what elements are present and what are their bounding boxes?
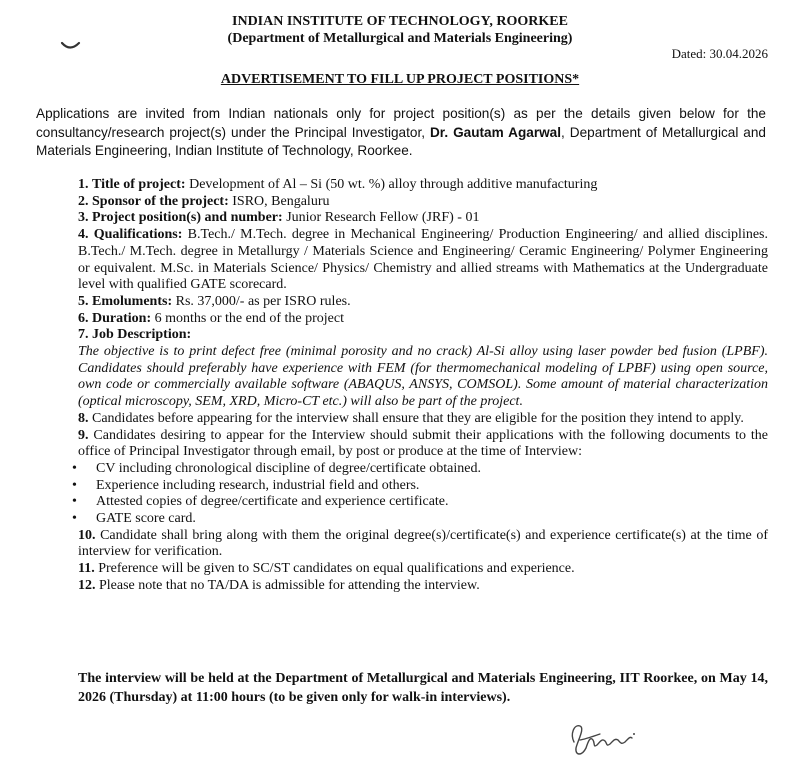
list-item: • Experience including research, industrial field and others. — [72, 478, 768, 495]
date-line: Dated: 30.04.2026 — [671, 46, 768, 61]
item-qualifications: 4. Qualifications: B.Tech./ M.Tech. degree in Mechanical Engineering/ Production Engineering/ and allied disciplines. B.Tech./ M.Tech. degree in Metallurgy / Materials Science and Engineering/ Ceramic Engineering/ Polymer Engineering or equivalent. M.Sc. in Materials Science/ Physics/ Chemistry and allied streams with Mathematics at the Undergraduate level with qualified GATE scorecard. — [78, 227, 768, 293]
intro-text-after: , Department of Metallurgical and Materials Engineering, Indian Institute of Technology, Roorkee. — [36, 124, 766, 158]
details-list — [78, 177, 768, 595]
item-eligibility: 8. Candidates before appearing for the interview shall ensure that they are eligible for the position they intend to apply. — [78, 410, 744, 426]
item-application-documents: 9. Candidates desiring to appear for the Interview should submit their applications with the following documents to the office of Principal Investigator through email, by post or produce at the time of Interview: — [78, 427, 768, 460]
institute-name: INDIAN INSTITUTE OF TECHNOLOGY, ROORKEE — [232, 14, 568, 29]
item-job-description: 7. Job Description: — [78, 327, 192, 343]
advertisement-title: ADVERTISEMENT TO FILL UP PROJECT POSITIONS* — [220, 72, 580, 87]
intro-text-before: Applications are invited from Indian nationals only for project position(s) as per the details given below for the consultancy/research project(s) under the Principal Investigator, — [36, 106, 766, 140]
item-emoluments: 5. Emoluments: Rs. 37,000/- as per ISRO rules. — [78, 293, 351, 309]
department-name: (Department of Metallurgical and Materials Engineering) — [227, 31, 573, 46]
item-position: 3. Project position(s) and number: Junior Research Fellow (JRF) - 01 — [78, 210, 480, 226]
item-title-of-project: 1. Title of project: Development of Al – Si (50 wt. %) alloy through additive manufacturing — [78, 177, 598, 192]
logo-fragment-icon — [60, 40, 82, 54]
list-item: • Attested copies of degree/certificate and experience certificate. — [72, 494, 768, 511]
item-ta-da: 12. Please note that no TA/DA is admissible for attending the interview. — [78, 577, 480, 593]
item-original-documents: 10. Candidate shall bring along with them the original degree(s)/certificate(s) and experience certificate(s) at the time of interview for verification. — [78, 527, 768, 560]
item-preference: 11. Preference will be given to SC/ST candidates on equal qualifications and experience. — [78, 561, 575, 577]
pi-name: Dr. Gautam Agarwal — [429, 124, 562, 140]
list-item: • CV including chronological discipline of degree/certificate obtained. — [72, 461, 768, 478]
item-duration: 6. Duration: 6 months or the end of the project — [78, 310, 344, 326]
documents-list — [78, 461, 768, 528]
letterhead — [0, 13, 800, 47]
item-sponsor: 2. Sponsor of the project: ISRO, Bengaluru — [78, 193, 330, 209]
job-description-text: The objective is to print defect free (minimal porosity and no crack) Al-Si alloy using laser powder bed fusion (LPBF). Candidates should preferably have experience with FEM (for thermomechanical modeling of LPBF) using open source, own code or commercially available software (ABAQUS, ANSYS, COMSOL). Some amount of material characterization (optical microscopy, SEM, XRD, Micro-CT etc.) will also be part of the project. — [78, 344, 768, 410]
list-item: • GATE score card. — [72, 511, 768, 528]
interview-notice: The interview will be held at the Department of Metallurgical and Materials Engineering, IIT Roorkee, on May 14, 2026 (Thursday) at 11:00 hours (to be given only for walk-in interviews). — [78, 671, 768, 705]
intro-paragraph — [36, 105, 766, 161]
signature-icon — [560, 712, 640, 762]
